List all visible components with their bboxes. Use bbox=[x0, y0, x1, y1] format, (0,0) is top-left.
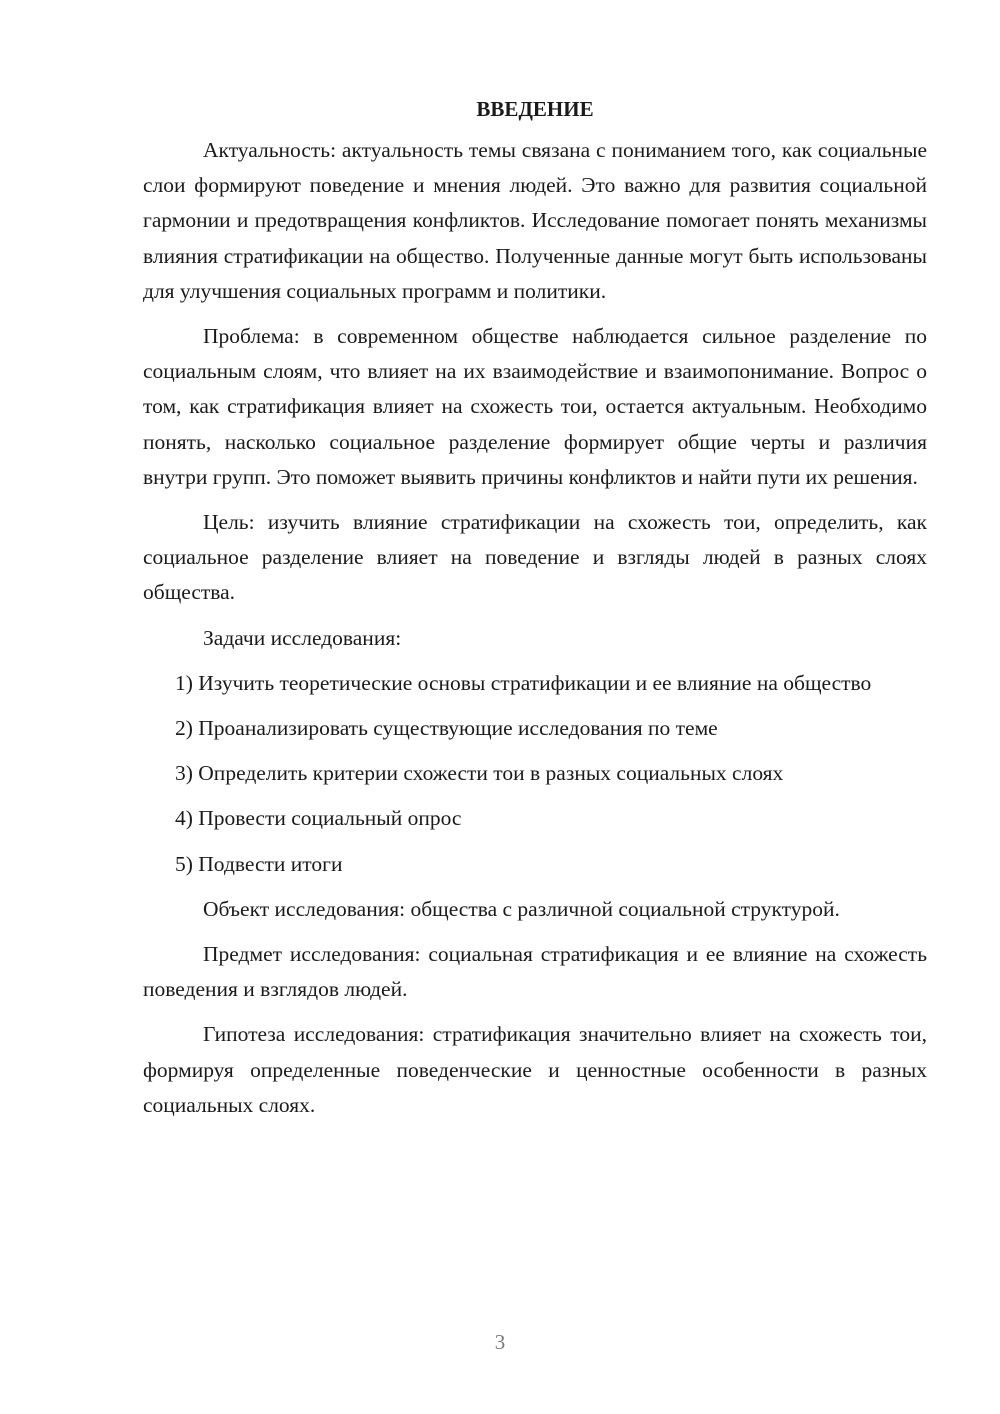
task-item-2: 2) Проанализировать существующие исследования по теме bbox=[175, 716, 718, 741]
paragraph-goal: Цель: изучить влияние стратификации на схожесть тои, определить, как социальное разделение влияет на поведение и взгляды людей в разных слоях общества. bbox=[143, 510, 927, 605]
task-item-4: 4) Провести социальный опрос bbox=[175, 806, 462, 831]
page-title: ВВЕДЕНИЕ bbox=[476, 97, 594, 121]
paragraph-object: Объект исследования: общества с различной социальной структурой. bbox=[203, 896, 840, 921]
task-item-1: 1) Изучить теоретические основы стратификации и ее влияние на общество bbox=[175, 670, 872, 695]
page-number: 3 bbox=[494, 1330, 506, 1354]
page-content bbox=[143, 92, 927, 1133]
paragraph-hypothesis: Гипотеза исследования: стратификация значительно влияет на схожесть тои, формируя определенные поведенческие и ценностные особенности в разных социальных слоях. bbox=[143, 1022, 927, 1117]
paragraph-subject: Предмет исследования: социальная стратификация и ее влияние на схожесть поведения и взглядов людей. bbox=[143, 942, 927, 1002]
paragraph-relevance: Актуальность: актуальность темы связана с пониманием того, как социальные слои формируют поведение и мнения людей. Это важно для развития социальной гармонии и предотвращения конфликтов. Исследование помогает понять механизмы влияния стратификации на общество. Полученные данные могут быть использованы для улучшения социальных программ и политики. bbox=[143, 138, 927, 303]
paragraph-tasks-heading: Задачи исследования: bbox=[203, 625, 402, 650]
task-item-5: 5) Подвести итоги bbox=[175, 851, 343, 876]
task-item-3: 3) Определить критерии схожести тои в разных социальных слоях bbox=[175, 761, 784, 786]
paragraph-problem: Проблема: в современном обществе наблюдается сильное разделение по социальным слоям, что влияет на их взаимодействие и взаимопонимание. Вопрос о том, как стратификация влияет на схожесть тои, остается актуальным. Необходимо понять, насколько социальное разделение формирует общие черты и различия внутри групп. Это поможет выявить причины конфликтов и найти пути их решения. bbox=[143, 324, 927, 489]
